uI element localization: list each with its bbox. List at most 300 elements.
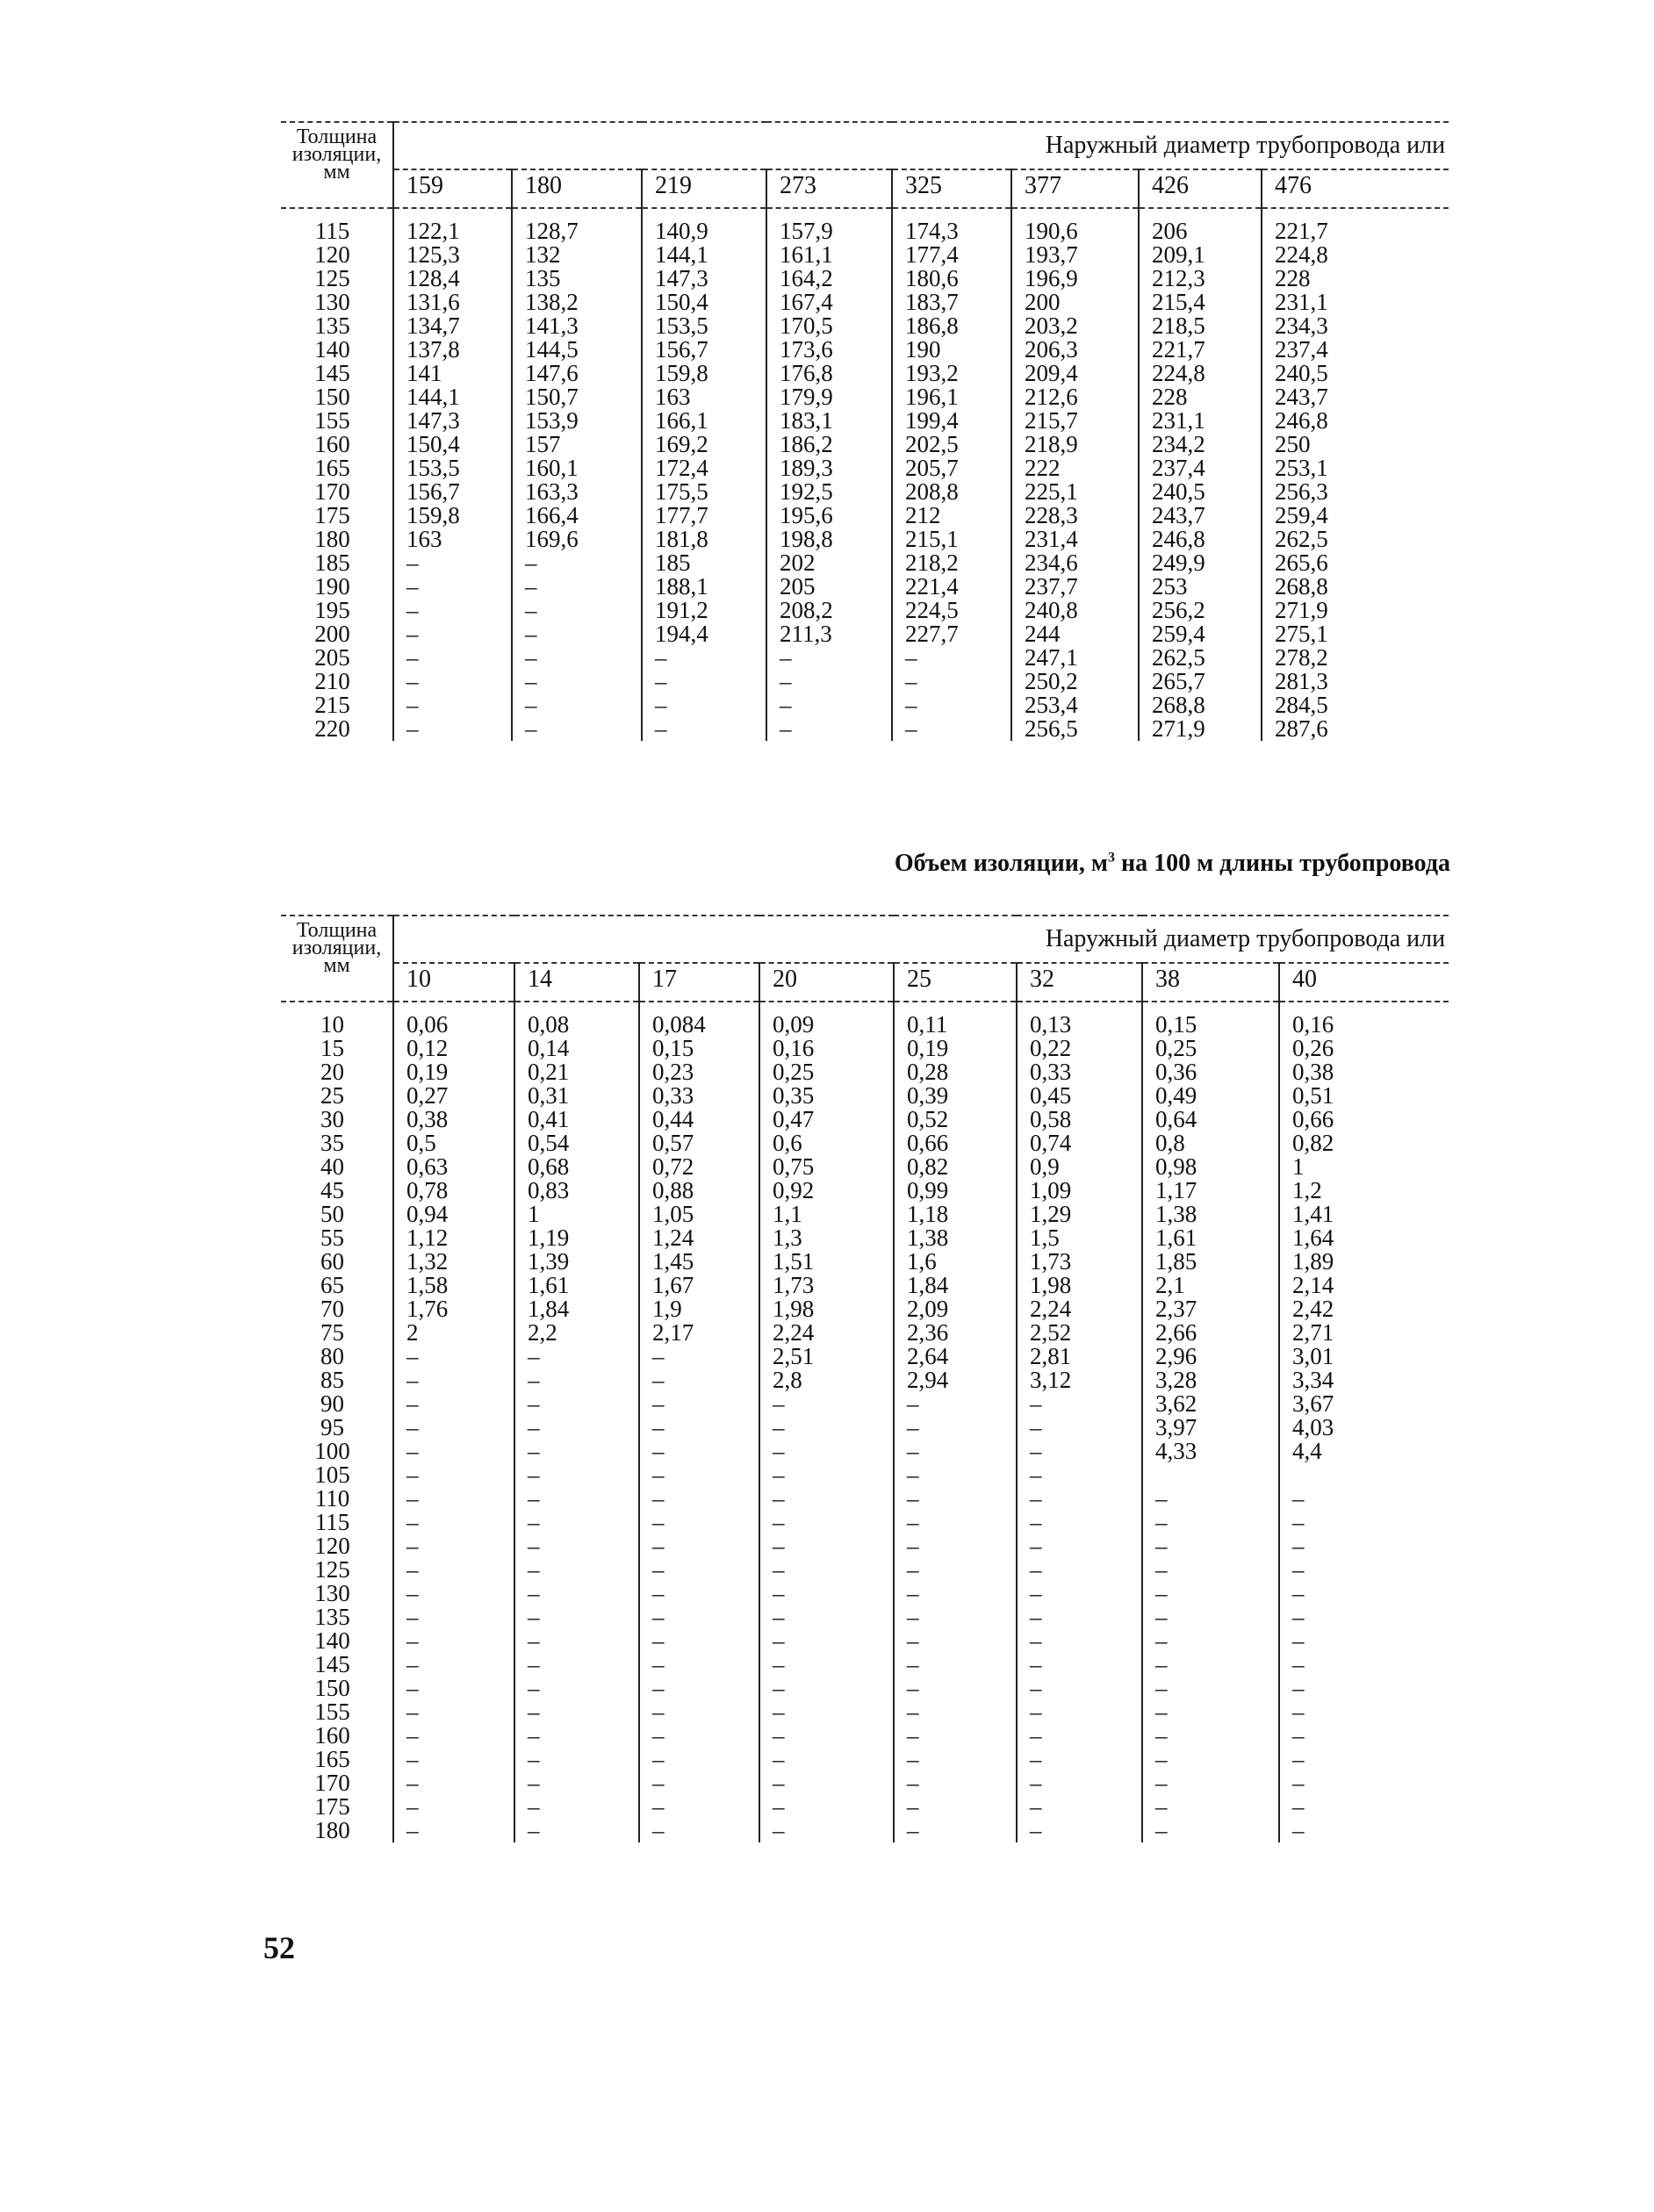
table-row	[281, 433, 1449, 456]
table-row	[281, 717, 1449, 741]
value-cell: 244	[1011, 622, 1139, 646]
value-cell: –	[1292, 1746, 1305, 1772]
value-cell: –	[1017, 1677, 1142, 1700]
corner-header: Толщина изоляции, мм	[281, 122, 393, 208]
value-cell: 281,3	[1275, 668, 1328, 694]
value-cell: 224,5	[892, 599, 1011, 622]
value-cell: 209,1	[1139, 243, 1262, 267]
value-cell: 1,76	[393, 1297, 514, 1321]
table-row	[281, 1226, 1449, 1250]
value-cell: 193,7	[1011, 243, 1139, 267]
value-cell: –	[894, 1416, 1017, 1440]
value-cell: 1,6	[894, 1250, 1017, 1274]
value-cell: 172,4	[642, 456, 766, 480]
value-cell: 140,9	[642, 208, 766, 243]
value-cell: –	[1142, 1748, 1279, 1771]
value-cell: 284,5	[1275, 692, 1328, 718]
value-cell: –	[639, 1605, 759, 1629]
value-cell: –	[1017, 1534, 1142, 1558]
table-row	[281, 291, 1449, 314]
value-cell: 3,97	[1142, 1416, 1279, 1440]
value-cell: 212,3	[1139, 267, 1262, 291]
value-cell: –	[514, 1582, 639, 1605]
value-cell: 0,83	[514, 1179, 639, 1203]
value-cell: 208,2	[766, 599, 892, 622]
value-cell: 1,3	[759, 1226, 894, 1250]
insulation-table-lower	[281, 915, 1449, 1842]
thickness-cell: 60	[281, 1250, 393, 1274]
value-cell: 196,9	[1011, 267, 1139, 291]
value-cell: –	[639, 1416, 759, 1440]
value-cell: –	[514, 1368, 639, 1392]
table-row	[281, 575, 1449, 599]
value-cell: –	[1017, 1724, 1142, 1748]
value-cell: 0,19	[393, 1060, 514, 1084]
value-cell: –	[759, 1416, 894, 1440]
value-cell: 259,4	[1139, 622, 1262, 646]
value-cell: –	[1142, 1653, 1279, 1677]
value-cell: 177,4	[892, 243, 1011, 267]
value-cell: 247,1	[1011, 646, 1139, 670]
value-cell: 234,6	[1011, 551, 1139, 575]
value-cell: –	[759, 1795, 894, 1819]
value-cell: –	[1142, 1795, 1279, 1819]
thickness-cell: 170	[281, 480, 393, 504]
value-cell: 157,9	[766, 208, 892, 243]
value-cell: 2,2	[514, 1321, 639, 1345]
page-number: 52	[263, 1930, 295, 1965]
value-cell: 1,51	[759, 1250, 894, 1274]
value-cell: 0,15	[639, 1037, 759, 1060]
value-cell: 128,4	[393, 267, 512, 291]
value-cell: 181,8	[642, 528, 766, 551]
value-cell: 1,12	[393, 1226, 514, 1250]
value-cell: 0,47	[759, 1108, 894, 1131]
value-cell: –	[393, 1487, 514, 1511]
value-cell: –	[642, 670, 766, 693]
value-cell: 0,54	[514, 1131, 639, 1155]
corner-header: Толщина изоляции, мм	[281, 916, 393, 1002]
thickness-cell: 115	[281, 208, 393, 243]
value-cell: –	[894, 1700, 1017, 1724]
value-cell: 0,49	[1142, 1084, 1279, 1108]
value-cell: 0,72	[639, 1155, 759, 1179]
value-cell: –	[1142, 1487, 1279, 1511]
value-cell: 278,2	[1275, 644, 1328, 671]
table-row	[281, 1534, 1449, 1558]
value-cell: 240,5	[1275, 360, 1328, 386]
value-cell: 265,7	[1139, 670, 1262, 693]
value-cell: 0,64	[1142, 1108, 1279, 1131]
value-cell: 199,4	[892, 409, 1011, 433]
value-cell: 240,5	[1139, 480, 1262, 504]
value-cell: 198,8	[766, 528, 892, 551]
value-cell: 265,6	[1275, 549, 1328, 576]
value-cell: 122,1	[393, 208, 512, 243]
value-cell: –	[393, 622, 512, 646]
value-cell: –	[1142, 1558, 1279, 1582]
value-cell: –	[639, 1392, 759, 1416]
value-cell: –	[512, 575, 642, 599]
diameter-header-cell: 14	[514, 963, 639, 1002]
value-cell: 0,38	[1292, 1059, 1334, 1085]
diameter-header-cell: 38	[1142, 963, 1279, 1002]
value-cell: 1,05	[639, 1203, 759, 1226]
table-row	[281, 646, 1449, 670]
value-cell: 2,17	[639, 1321, 759, 1345]
table-row	[281, 1108, 1449, 1131]
thickness-cell: 40	[281, 1155, 393, 1179]
value-cell: 174,3	[892, 208, 1011, 243]
table-row	[281, 362, 1449, 385]
value-cell: –	[759, 1771, 894, 1795]
thickness-cell: 65	[281, 1274, 393, 1297]
thickness-cell: 180	[281, 1819, 393, 1842]
value-cell: 191,2	[642, 599, 766, 622]
value-cell: 153,5	[642, 314, 766, 338]
value-cell: 0,6	[759, 1131, 894, 1155]
table-row	[281, 1748, 1449, 1771]
value-cell: –	[393, 1558, 514, 1582]
diameter-header-cell: 180	[512, 169, 642, 208]
value-cell: –	[639, 1368, 759, 1392]
value-cell: –	[759, 1392, 894, 1416]
value-cell: 179,9	[766, 385, 892, 409]
value-cell: 166,1	[642, 409, 766, 433]
value-cell: 200	[1011, 291, 1139, 314]
value-cell: 175,5	[642, 480, 766, 504]
value-cell: 0,26	[1292, 1035, 1334, 1061]
value-cell: 0,11	[894, 1002, 1017, 1037]
table-body	[281, 1002, 1449, 1842]
value-cell: 1	[1292, 1153, 1305, 1180]
value-cell: 259,4	[1275, 502, 1328, 528]
table-row	[281, 338, 1449, 362]
value-cell: 135	[512, 267, 642, 291]
value-cell: 164,2	[766, 267, 892, 291]
diameter-header-cell: 377	[1011, 169, 1139, 208]
value-cell: 1	[514, 1203, 639, 1226]
table-row	[281, 1653, 1449, 1677]
thickness-cell: 170	[281, 1771, 393, 1795]
value-cell: 131,6	[393, 291, 512, 314]
value-cell: –	[894, 1748, 1017, 1771]
value-cell: 1,98	[1017, 1274, 1142, 1297]
value-cell: 0,084	[639, 1002, 759, 1037]
value-cell: –	[894, 1677, 1017, 1700]
value-cell: –	[759, 1534, 894, 1558]
value-cell: –	[1142, 1629, 1279, 1653]
table-row	[281, 1368, 1449, 1392]
table-row	[281, 693, 1449, 717]
table-row	[281, 385, 1449, 409]
value-cell: 190	[892, 338, 1011, 362]
thickness-cell: 155	[281, 409, 393, 433]
value-cell: 212	[892, 504, 1011, 528]
value-cell: 256,5	[1011, 717, 1139, 741]
value-cell: –	[514, 1463, 639, 1487]
value-cell: 0,19	[894, 1037, 1017, 1060]
value-cell: 2,14	[1292, 1272, 1334, 1298]
thickness-cell: 180	[281, 528, 393, 551]
value-cell: 206,3	[1011, 338, 1139, 362]
table-row	[281, 1345, 1449, 1368]
value-cell: 0,92	[759, 1179, 894, 1203]
thickness-cell: 10	[281, 1002, 393, 1037]
thickness-cell: 100	[281, 1440, 393, 1463]
value-cell: 157	[512, 433, 642, 456]
value-cell: 3,01	[1292, 1343, 1334, 1369]
value-cell: 218,5	[1139, 314, 1262, 338]
value-cell: 144,1	[393, 385, 512, 409]
table-row	[281, 1416, 1449, 1440]
value-cell: –	[1292, 1509, 1305, 1535]
table-row	[281, 1771, 1449, 1795]
table-row	[281, 456, 1449, 480]
value-cell: 202	[766, 551, 892, 575]
thickness-cell: 105	[281, 1463, 393, 1487]
value-cell: –	[759, 1724, 894, 1748]
thickness-cell: 195	[281, 599, 393, 622]
table-row	[281, 1131, 1449, 1155]
value-cell: 141	[393, 362, 512, 385]
value-cell: 0,16	[1292, 1011, 1334, 1038]
table-row	[281, 1203, 1449, 1226]
table-row	[281, 1629, 1449, 1653]
value-cell: 163	[393, 528, 512, 551]
thickness-cell: 35	[281, 1131, 393, 1155]
value-cell: 0,14	[514, 1037, 639, 1060]
value-cell: 3,12	[1017, 1368, 1142, 1392]
value-cell: 156,7	[393, 480, 512, 504]
table-body	[281, 208, 1449, 741]
value-cell: 243,7	[1139, 504, 1262, 528]
value-cell: 202,5	[892, 433, 1011, 456]
value-cell: –	[514, 1629, 639, 1653]
value-cell: 1,45	[639, 1250, 759, 1274]
value-cell: –	[512, 646, 642, 670]
value-cell: 215,1	[892, 528, 1011, 551]
value-cell: –	[1017, 1392, 1142, 1416]
table-row	[281, 1677, 1449, 1700]
value-cell: 0,13	[1017, 1002, 1142, 1037]
thickness-cell: 85	[281, 1368, 393, 1392]
value-cell: 0,23	[639, 1060, 759, 1084]
thickness-cell: 210	[281, 670, 393, 693]
value-cell: 224,8	[1139, 362, 1262, 385]
value-cell: –	[514, 1511, 639, 1534]
thickness-cell: 135	[281, 1605, 393, 1629]
value-cell: –	[1292, 1604, 1305, 1630]
value-cell: 212,6	[1011, 385, 1139, 409]
value-cell: 222	[1011, 456, 1139, 480]
value-cell: –	[759, 1653, 894, 1677]
table-row	[281, 1321, 1449, 1345]
table-row	[281, 1487, 1449, 1511]
value-cell: 173,6	[766, 338, 892, 362]
caption-superscript: 3	[1107, 850, 1115, 865]
table-row	[281, 480, 1449, 504]
value-cell: 186,8	[892, 314, 1011, 338]
value-cell: 268,8	[1139, 693, 1262, 717]
value-cell: 0,31	[514, 1084, 639, 1108]
value-cell: 203,2	[1011, 314, 1139, 338]
thickness-cell: 145	[281, 1653, 393, 1677]
value-cell: 192,5	[766, 480, 892, 504]
value-cell: –	[639, 1629, 759, 1653]
thickness-cell: 130	[281, 1582, 393, 1605]
value-cell: 0,45	[1017, 1084, 1142, 1108]
value-cell: 147,3	[393, 409, 512, 433]
value-cell: –	[639, 1582, 759, 1605]
value-cell: –	[393, 575, 512, 599]
value-cell: –	[1142, 1677, 1279, 1700]
thickness-cell: 120	[281, 1534, 393, 1558]
value-cell: 0,33	[639, 1084, 759, 1108]
value-cell: 0,25	[1142, 1037, 1279, 1060]
value-cell: 125,3	[393, 243, 512, 267]
value-cell: –	[894, 1795, 1017, 1819]
value-cell: 1,61	[1142, 1226, 1279, 1250]
value-cell: 225,1	[1011, 480, 1139, 504]
value-cell: 193,2	[892, 362, 1011, 385]
thickness-cell: 115	[281, 1511, 393, 1534]
value-cell: 1,19	[514, 1226, 639, 1250]
value-cell: 1,29	[1017, 1203, 1142, 1226]
thickness-cell: 30	[281, 1108, 393, 1131]
value-cell: 1,18	[894, 1203, 1017, 1226]
value-cell: –	[1292, 1533, 1305, 1559]
diameter-header-cell: 10	[393, 963, 514, 1002]
value-cell: 150,4	[393, 433, 512, 456]
value-cell: 4,4	[1292, 1438, 1322, 1464]
value-cell: 1,5	[1017, 1226, 1142, 1250]
value-cell: 2,66	[1142, 1321, 1279, 1345]
value-cell: 196,1	[892, 385, 1011, 409]
value-cell: –	[759, 1677, 894, 1700]
value-cell: –	[1017, 1795, 1142, 1819]
value-cell: –	[1292, 1580, 1305, 1606]
value-cell: 2,1	[1142, 1274, 1279, 1297]
value-cell: 1,39	[514, 1250, 639, 1274]
table-lower	[281, 915, 1449, 1842]
value-cell: –	[642, 646, 766, 670]
value-cell: –	[1017, 1511, 1142, 1534]
value-cell: 2,36	[894, 1321, 1017, 1345]
value-cell: 228	[1275, 265, 1311, 291]
value-cell: 0,94	[393, 1203, 514, 1226]
thickness-cell: 125	[281, 267, 393, 291]
diameter-header-cell: 20	[759, 963, 894, 1002]
thickness-cell: 160	[281, 433, 393, 456]
value-cell: –	[514, 1653, 639, 1677]
value-cell: 275,1	[1275, 621, 1328, 647]
table-row	[281, 551, 1449, 575]
table-row	[281, 1582, 1449, 1605]
value-cell: 237,4	[1275, 336, 1328, 363]
value-cell: –	[766, 646, 892, 670]
span-title: Наружный диаметр трубопровода или	[393, 916, 1449, 963]
value-cell: 246,8	[1139, 528, 1262, 551]
value-cell: –	[514, 1819, 639, 1842]
value-cell: 0,57	[639, 1131, 759, 1155]
value-cell: –	[1017, 1771, 1142, 1795]
value-cell: –	[639, 1819, 759, 1842]
table-row	[281, 1700, 1449, 1724]
value-cell: 1,61	[514, 1274, 639, 1297]
value-cell: 3,28	[1142, 1368, 1279, 1392]
diameter-header-cell: 476	[1262, 169, 1449, 208]
value-cell: 1,73	[759, 1274, 894, 1297]
value-cell: 0,44	[639, 1108, 759, 1131]
value-cell: 0,82	[1292, 1130, 1334, 1156]
value-cell: –	[639, 1700, 759, 1724]
value-cell: –	[1017, 1605, 1142, 1629]
value-cell: 147,3	[642, 267, 766, 291]
value-cell: 1,84	[894, 1274, 1017, 1297]
value-cell: 153,5	[393, 456, 512, 480]
thickness-cell: 110	[281, 1487, 393, 1511]
value-cell: 271,9	[1275, 597, 1328, 623]
thickness-cell: 20	[281, 1060, 393, 1084]
value-cell: –	[393, 1771, 514, 1795]
thickness-cell: 215	[281, 693, 393, 717]
table-row	[281, 1297, 1449, 1321]
value-cell: –	[1142, 1582, 1279, 1605]
value-cell: –	[512, 622, 642, 646]
table-row	[281, 1795, 1449, 1819]
value-cell: 170,5	[766, 314, 892, 338]
value-cell: 1,85	[1142, 1250, 1279, 1274]
thickness-cell: 200	[281, 622, 393, 646]
value-cell: 134,7	[393, 314, 512, 338]
value-cell: 1,32	[393, 1250, 514, 1274]
value-cell: 221,7	[1275, 218, 1328, 244]
value-cell: –	[759, 1605, 894, 1629]
value-cell: –	[514, 1700, 639, 1724]
value-cell: 221,4	[892, 575, 1011, 599]
value-cell: –	[639, 1463, 759, 1487]
table-row	[281, 1250, 1449, 1274]
value-cell: 211,3	[766, 622, 892, 646]
value-cell: –	[639, 1795, 759, 1819]
value-cell: –	[393, 1345, 514, 1368]
value-cell: 166,4	[512, 504, 642, 528]
value-cell: 0,27	[393, 1084, 514, 1108]
diameter-header-cell: 17	[639, 963, 759, 1002]
thickness-cell: 220	[281, 717, 393, 741]
thickness-cell: 50	[281, 1203, 393, 1226]
value-cell: 1,9	[639, 1297, 759, 1321]
value-cell: –	[759, 1748, 894, 1771]
value-cell: 137,8	[393, 338, 512, 362]
table-row	[281, 1440, 1449, 1463]
value-cell: –	[1017, 1629, 1142, 1653]
value-cell: 0,09	[759, 1002, 894, 1037]
value-cell: –	[766, 693, 892, 717]
value-cell: –	[393, 1795, 514, 1819]
table-row	[281, 314, 1449, 338]
value-cell: –	[512, 551, 642, 575]
value-cell: –	[639, 1345, 759, 1368]
table-row	[281, 1463, 1449, 1487]
value-cell: 169,6	[512, 528, 642, 551]
value-cell: 227,7	[892, 622, 1011, 646]
value-cell: 246,8	[1275, 407, 1328, 434]
value-cell: 147,6	[512, 362, 642, 385]
value-cell: 253,1	[1275, 455, 1328, 481]
value-cell: 138,2	[512, 291, 642, 314]
